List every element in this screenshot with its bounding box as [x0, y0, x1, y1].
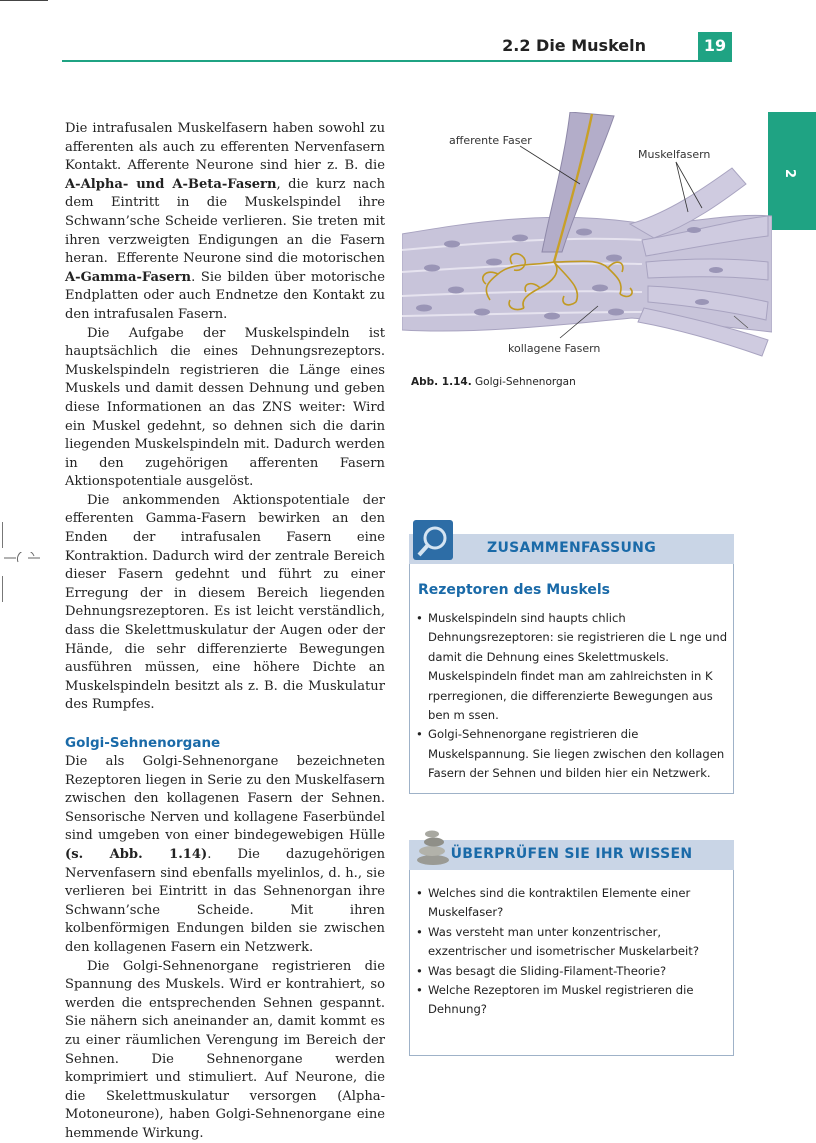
- paragraph-intrafusal: Die intrafusalen Muskelfasern haben sowohl zu afferenten als auch zu efferenten Nervenfasern Kontakt. Afferente Neurone sind hier z. B. die A-Alpha- und A-Beta-Fasern, die kurz nach dem Eintritt in die Muskelspindel ihre Schwann’sche Scheide verlieren. Sie treten mit ihren verzweigten Endigungen an die Fasern heran. Efferente Neurone sind die motorischen A-Gamma-Fasern. Sie bilden über motorische Endplatten oder auch Endnetze den Kontakt zu den intrafusalen Fasern.: [65, 121, 385, 322]
- summary-list: [412, 609, 730, 784]
- quiz-item: • Was versteht man unter konzentrischer, exzentrischer und isometrischer Muskelarbeit?: [412, 923, 730, 962]
- quiz-box-header: [409, 840, 734, 870]
- quiz-item: • Welches sind die kontraktilen Elemente einer Muskelfaser?: [412, 884, 730, 923]
- label-collagen-fibers: kollagene Fasern: [508, 342, 601, 355]
- chapter-tab: [768, 112, 816, 230]
- chapter-tab-label: 2: [782, 168, 798, 179]
- quiz-item: • Was besagt die Sliding-Filament-Theorie?: [412, 962, 730, 981]
- quiz-box-title: ÜBERPRÜFEN SIE IHR WISSEN: [450, 846, 693, 862]
- crop-mark-icon: [4, 552, 40, 564]
- crop-mark-bottom: [2, 576, 3, 602]
- summary-box-header: [409, 534, 734, 564]
- paragraph-golgi-intro: Die als Golgi-Sehnenorgane bezeichneten Rezeptoren liegen in Serie zu den Muskelfasern zwischen den kollagenen Fasern der Sehnen. Sensorische Nerven und kollagene Faserbündel sind umgeben von einer bindegewebigen Hülle (s. Abb. 1.14). Die dazugehörigen Nervenfasern sind ebenfalls myelinlos, d. h., sie verlieren bei Eintritt in das Sehnenorgan ihre Schwann’sche Scheide. Mit ihren kolbenförmigen Endungen bilden sie zwischen den kollagenen Fasern ein Netzwerk.: [65, 754, 385, 955]
- chapter-title: 2.2 Die Muskeln: [502, 36, 646, 55]
- summary-box-subtitle: Rezeptoren des Muskels: [418, 582, 611, 598]
- summary-item: • Muskelspindeln sind haupts chlich Dehnungsrezeptoren: sie registrieren die L nge und damit die Dehnung eines Skelettmuskels. Muskelspindeln findet man am zahlreichsten in K rperregionen, die differenzierte Bewegungen aus ben m ssen.: [412, 609, 730, 725]
- figure-golgi-tendon-organ: [402, 112, 772, 372]
- quiz-item: • Welche Rezeptoren im Muskel registrieren die Dehnung?: [412, 981, 730, 1020]
- paragraph-gamma-fibers: Die ankommenden Aktionspotentiale der efferenten Gamma-Fasern bewirken an den Enden der intrafusalen Fasern eine Kontraktion. Dadurch wird der zentrale Bereich dieser Fasern gedehnt und führt zu einer Erregung der in diesem Bereich liegenden Dehnungsrezeptoren. Es ist leicht verständlich, dass die Skelettmuskulatur der Augen oder der Hände, die sehr differenzierte Bewegungen ausführen müssen, eine höhere Dichte an Muskelspindeln besitzt als z. B. die Muskulatur des Rumpfes.: [65, 492, 385, 713]
- section-heading-golgi: Golgi-Sehnenorgane: [65, 735, 221, 751]
- crop-mark-top: [2, 522, 3, 548]
- quiz-stones-icon: [413, 826, 453, 866]
- header-rule: [62, 60, 732, 62]
- paragraph-golgi-tension: Die Golgi-Sehnenorgane registrieren die Spannung des Muskels. Wird er kontrahiert, so werden die entsprechenden Sehnen gespannt. Sie nähern sich aneinander an, damit kommt es zu einer räumlichen Verengung im Bereich der Sehnen. Die Sehnenorgane werden komprimiert und stimuliert. Auf Neurone, die die Skelettmuskulatur versorgen (Alpha-Motoneurone), haben Golgi-Sehnenorgane eine hemmende Wirkung.: [65, 958, 385, 1141]
- top-corner-rule: [0, 0, 48, 1]
- figure-caption-text: Golgi-Sehnenorgan: [475, 376, 576, 388]
- page-number: 19: [698, 32, 732, 60]
- summary-magnifier-icon: [413, 520, 453, 560]
- label-afferent-fiber: afferente Faser: [449, 134, 532, 147]
- quiz-list: [412, 884, 730, 1020]
- summary-item: • Golgi-Sehnenorgane registrieren die Muskelspannung. Sie liegen zwischen den kollagen Fasern der Sehnen und bilden hier ein Netzwerk.: [412, 725, 730, 783]
- figure-caption-number: Abb. 1.14.: [411, 376, 472, 388]
- paragraph-stretch-receptor: Die Aufgabe der Muskelspindeln ist hauptsächlich die eines Dehnungsrezeptors. Muskelspindeln registrieren die Länge eines Muskels und damit dessen Dehnung und geben diese Informationen an das ZNS weiter: Wird ein Muskel gedehnt, so dehnen sich die darin liegenden Muskelspindeln mit. Dadurch werden in den zugehörigen afferenten Fasern Aktionspotentiale ausgelöst.: [65, 325, 385, 490]
- label-muscle-fibers: Muskelfasern: [638, 148, 711, 161]
- figure-caption: [411, 376, 576, 388]
- body-column: [65, 120, 385, 1143]
- summary-box-title: ZUSAMMENFASSUNG: [487, 540, 656, 556]
